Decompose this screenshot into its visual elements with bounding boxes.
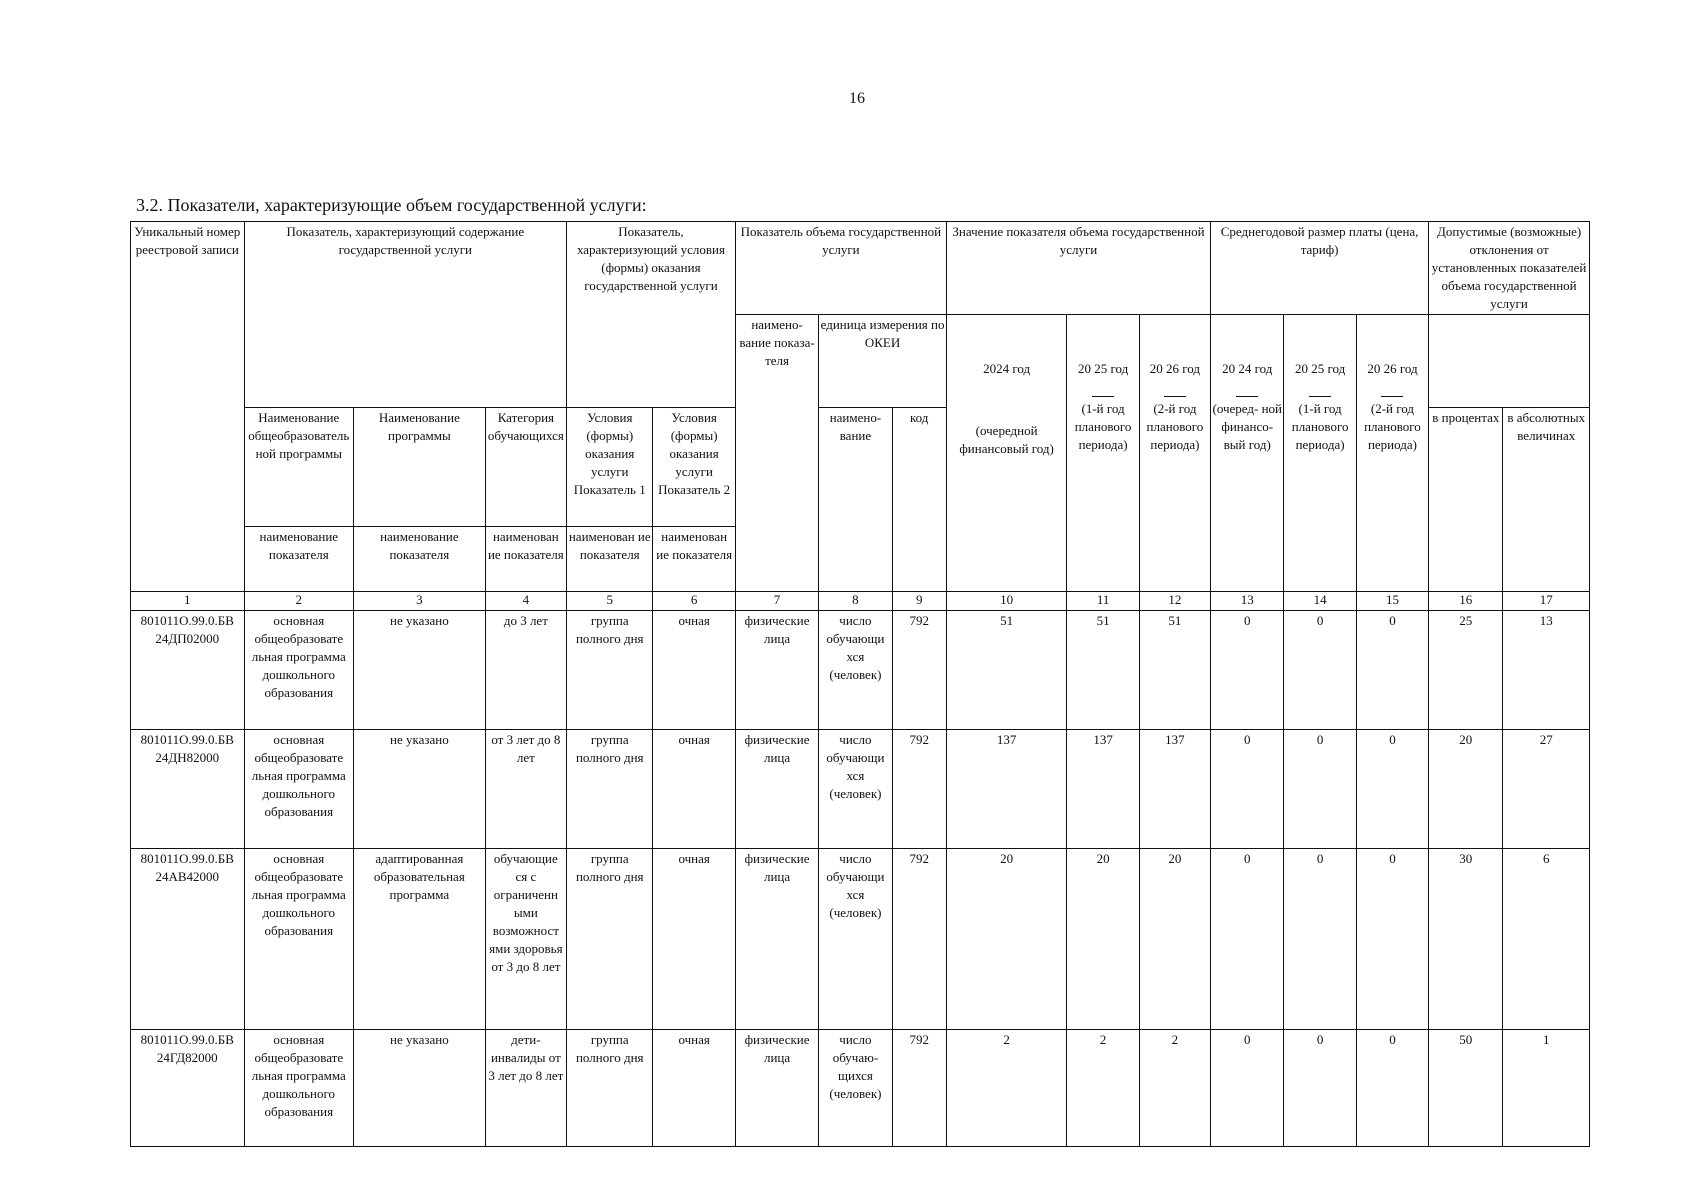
unit-code: 792 [892, 611, 946, 730]
table-row [131, 730, 1590, 849]
header-volume-indicator: Показатель объема государственной услуги [735, 222, 946, 315]
header-year-2026 [1139, 315, 1210, 592]
registry-number: 801011О.99.0.БВ 24ДП02000 [131, 611, 245, 730]
deviation-percent: 30 [1429, 849, 1503, 1030]
header-percent: в процентах [1429, 408, 1503, 592]
column-number: 17 [1503, 592, 1590, 611]
fee-2024: 0 [1211, 849, 1284, 1030]
header-condition-2: Условия (формы) оказания услуги Показатель 2 [653, 408, 735, 527]
column-number: 4 [485, 592, 566, 611]
unit-code: 792 [892, 1030, 946, 1147]
unit-name: число обучающи хся (человек) [819, 849, 892, 1030]
condition-1: группа полного дня [567, 611, 653, 730]
condition-1: группа полного дня [567, 1030, 653, 1147]
column-number: 11 [1067, 592, 1139, 611]
header-fee-2026 [1356, 315, 1428, 592]
registry-number: 801011О.99.0.БВ 24ДН82000 [131, 730, 245, 849]
fee-2026: 0 [1356, 849, 1428, 1030]
period-plan1-label: (1-й год планового периода) [1074, 401, 1132, 452]
column-number: 13 [1211, 592, 1284, 611]
column-number: 9 [892, 592, 946, 611]
header-condition-1: Условия (формы) оказания услуги Показатель 1 [567, 408, 653, 527]
period-current-label: (очередной финансовый год) [959, 423, 1054, 456]
fee-2026-label: 20 26 год [1367, 361, 1418, 376]
program: не указано [354, 1030, 486, 1147]
column-number: 16 [1429, 592, 1503, 611]
column-number: 10 [946, 592, 1067, 611]
year-2026-label: 20 26 год [1149, 361, 1201, 376]
category: обучающие ся с ограниченн ыми возможност ями здоровья от 3 до 8 лет [485, 849, 566, 1030]
deviation-absolute: 27 [1503, 730, 1590, 849]
fee-2024: 0 [1211, 1030, 1284, 1147]
value-2026: 51 [1139, 611, 1210, 730]
unit-name: число обучающи хся (человек) [819, 611, 892, 730]
header-indicator-name-a: наименование показателя [244, 527, 354, 592]
column-number: 12 [1139, 592, 1210, 611]
unit-code: 792 [892, 730, 946, 849]
header-indicator-name-c: наименован ие показателя [485, 527, 566, 592]
header-unique-number: Уникальный номер реестровой записи [131, 222, 245, 592]
volume-indicators-table [130, 221, 1590, 1147]
program-name: основная общеобразовате льная программа дошкольного образования [244, 730, 354, 849]
unit-code: 792 [892, 849, 946, 1030]
value-2025: 2 [1067, 1030, 1139, 1147]
header-unit: единица измерения по ОКЕИ [819, 315, 947, 408]
header-fee-2025 [1284, 315, 1356, 592]
year-2024-label: 2024 год [983, 361, 1031, 376]
indicator-name: физические лица [735, 849, 818, 1030]
value-2026: 137 [1139, 730, 1210, 849]
value-2024: 20 [946, 849, 1067, 1030]
program: не указано [354, 611, 486, 730]
value-2025: 137 [1067, 730, 1139, 849]
section-title: 3.2. Показатели, характеризующие объем государственной услуги: [136, 195, 647, 215]
unit-name: число обучаю- щихся (человек) [819, 1030, 892, 1147]
year-underline [1092, 396, 1114, 398]
value-2025: 51 [1067, 611, 1139, 730]
header-indicator-name-d: наименован ие показателя [567, 527, 653, 592]
table-row [131, 611, 1590, 730]
column-number: 7 [735, 592, 818, 611]
header-unit-name: наимено- вание [819, 408, 892, 592]
fee-2025-label: 20 25 год [1294, 361, 1346, 376]
column-number: 8 [819, 592, 892, 611]
deviations-spacer [1429, 315, 1590, 408]
fee-2024-label: 20 24 год [1222, 361, 1273, 376]
program: не указано [354, 730, 486, 849]
header-fee-2024 [1211, 315, 1284, 592]
header-content-indicator: Показатель, характеризующий содержание государственной услуги [244, 222, 567, 408]
header-volume-value: Значение показателя объема государственной услуги [946, 222, 1210, 315]
period-plan2-label: (2-й год планового периода) [1146, 401, 1204, 452]
indicator-name: физические лица [735, 1030, 818, 1147]
header-indicator-name-b: наименование показателя [354, 527, 486, 592]
condition-2: очная [653, 730, 735, 849]
header-absolute: в абсолютных величинах [1503, 408, 1590, 592]
program: адаптированная образовательная программа [354, 849, 486, 1030]
year-underline [1309, 396, 1331, 398]
header-conditions-indicator: Показатель, характеризующий условия (формы) оказания государственной услуги [567, 222, 736, 408]
condition-1: группа полного дня [567, 849, 653, 1030]
header-indicator-name-e: наименован ие показателя [653, 527, 735, 592]
program-name: основная общеобразовате льная программа дошкольного образования [244, 1030, 354, 1147]
table-row [131, 849, 1590, 1030]
fee-2025: 0 [1284, 849, 1356, 1030]
header-deviations-text: Допустимые (возможные) отклонения от установленных показателей объема государственной услуги [1431, 224, 1587, 311]
value-2026: 2 [1139, 1030, 1210, 1147]
value-2026: 20 [1139, 849, 1210, 1030]
column-number: 3 [354, 592, 486, 611]
indicator-name: физические лица [735, 611, 818, 730]
condition-2: очная [653, 1030, 735, 1147]
deviation-absolute: 6 [1503, 849, 1590, 1030]
indicator-name: физические лица [735, 730, 818, 849]
deviation-percent: 20 [1429, 730, 1503, 849]
condition-2: очная [653, 611, 735, 730]
header-year-2024 [946, 315, 1067, 592]
value-2024: 2 [946, 1030, 1067, 1147]
category: дети- инвалиды от 3 лет до 8 лет [485, 1030, 566, 1147]
fee-2025: 0 [1284, 1030, 1356, 1147]
fee-2024: 0 [1211, 611, 1284, 730]
header-program-name: Наименование общеобразовательной программы [244, 408, 354, 527]
table-row [131, 1030, 1590, 1147]
registry-number: 801011О.99.0.БВ 24АВ42000 [131, 849, 245, 1030]
header-indicator-name: наимено- вание показа- теля [735, 315, 818, 592]
column-number-row [131, 592, 1590, 611]
category: от 3 лет до 8 лет [485, 730, 566, 849]
column-number: 5 [567, 592, 653, 611]
column-number: 1 [131, 592, 245, 611]
condition-1: группа полного дня [567, 730, 653, 849]
fee-2024: 0 [1211, 730, 1284, 849]
year-underline [1164, 396, 1186, 398]
year-underline [1381, 396, 1403, 398]
column-number: 2 [244, 592, 354, 611]
column-number: 14 [1284, 592, 1356, 611]
unit-name: число обучающи хся (человек) [819, 730, 892, 849]
fee-2026: 0 [1356, 611, 1428, 730]
value-2025: 20 [1067, 849, 1139, 1030]
column-number: 15 [1356, 592, 1428, 611]
period-plan2-fee-label: (2-й год планового периода) [1364, 401, 1421, 452]
period-current-fee-label: (очеред- ной финансо- вый год) [1212, 401, 1283, 452]
header-deviations [1429, 222, 1590, 315]
condition-2: очная [653, 849, 735, 1030]
program-name: основная общеобразовате льная программа дошкольного образования [244, 611, 354, 730]
column-number: 6 [653, 592, 735, 611]
header-category: Категория обучающихся [485, 408, 566, 527]
header-avg-fee: Среднегодовой размер платы (цена, тариф) [1211, 222, 1429, 315]
deviation-absolute: 1 [1503, 1030, 1590, 1147]
deviation-percent: 25 [1429, 611, 1503, 730]
program-name: основная общеобразовате льная программа дошкольного образования [244, 849, 354, 1030]
header-program: Наименование программы [354, 408, 486, 527]
registry-number: 801011О.99.0.БВ 24ГД82000 [131, 1030, 245, 1147]
fee-2025: 0 [1284, 611, 1356, 730]
fee-2025: 0 [1284, 730, 1356, 849]
deviation-absolute: 13 [1503, 611, 1590, 730]
year-2025-label: 20 25 год [1077, 361, 1129, 376]
year-underline [1236, 396, 1258, 398]
value-2024: 51 [946, 611, 1067, 730]
header-year-2025 [1067, 315, 1139, 592]
value-2024: 137 [946, 730, 1067, 849]
period-plan1-fee-label: (1-й год планового периода) [1291, 401, 1349, 452]
fee-2026: 0 [1356, 1030, 1428, 1147]
header-unit-code: код [892, 408, 946, 592]
deviation-percent: 50 [1429, 1030, 1503, 1147]
category: до 3 лет [485, 611, 566, 730]
page-number: 16 [849, 90, 865, 107]
fee-2026: 0 [1356, 730, 1428, 849]
